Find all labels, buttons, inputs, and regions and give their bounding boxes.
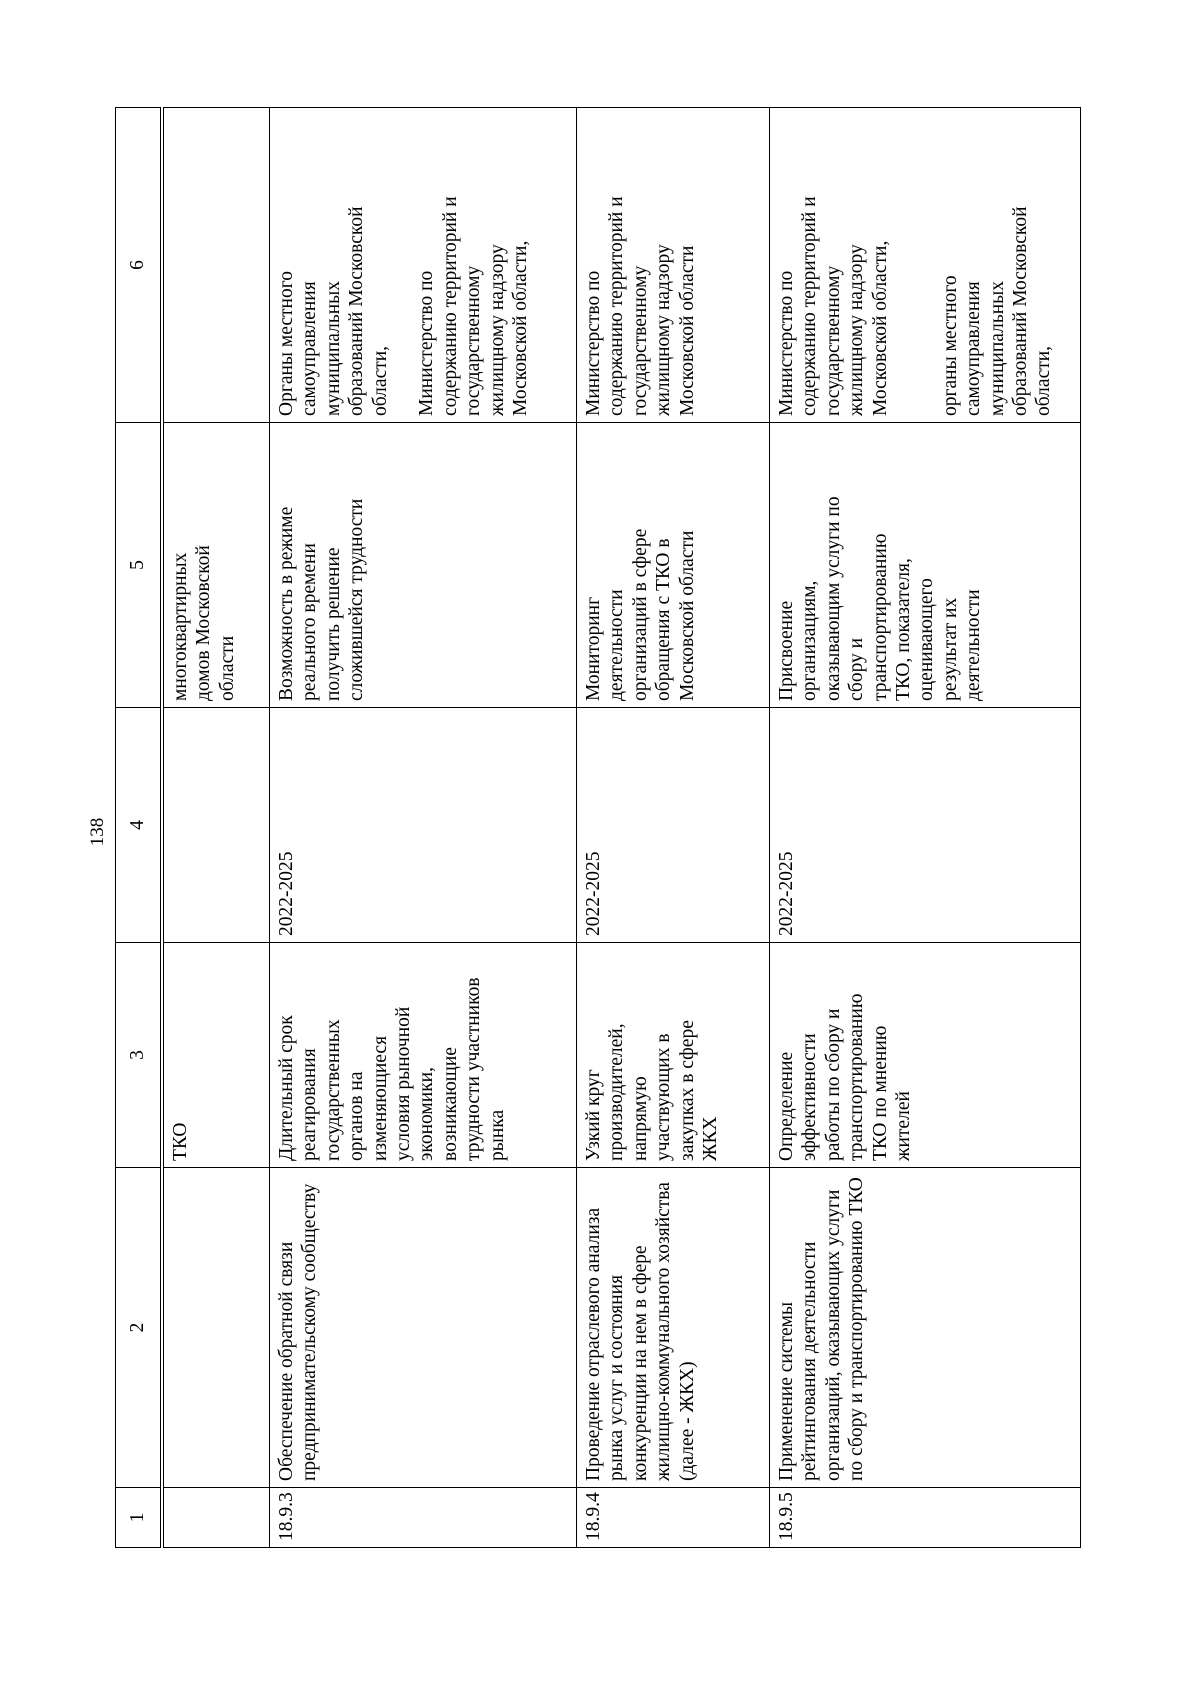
- row-responsible: Министерство по содержанию территорий и государственному жилищному надзору Московской области: [577, 108, 770, 423]
- document-table-rotated: [115, 108, 1105, 1548]
- row-problem: Определение эффективности работы по сбору и транспортированию ТКО по мнению жителей: [770, 943, 1081, 1168]
- header-row: [116, 108, 163, 1548]
- cont-cell-5: многоквартирных домов Московской области: [162, 423, 270, 708]
- table-row: [770, 108, 1081, 1548]
- table-row: [577, 108, 770, 1548]
- table-row: [270, 108, 577, 1548]
- row-result: Присвоение организациям, оказывающим услуги по сбору и транспортированию ТКО, показателя, оценивающего результат их деятельности: [770, 423, 1081, 708]
- cont-cell-4: [162, 708, 270, 943]
- page-number: 138: [87, 817, 108, 847]
- cont-cell-1: [162, 1488, 270, 1548]
- row-result: Мониторинг деятельности организаций в сфере обращения с ТКО в Московской области: [577, 423, 770, 708]
- row-period: 2022-2025: [270, 708, 577, 943]
- row-period: 2022-2025: [770, 708, 1081, 943]
- header-col-1: 1: [116, 1488, 163, 1548]
- header-col-4: 4: [116, 708, 163, 943]
- row-id: 18.9.4: [577, 1488, 770, 1548]
- row-id: 18.9.3: [270, 1488, 577, 1548]
- row-measure: Проведение отраслевого анализа рынка услуг и состояния конкуренции на нем в сфере жилищно-коммунального хозяйства (далее - ЖКХ): [577, 1168, 770, 1488]
- header-col-2: 2: [116, 1168, 163, 1488]
- cont-cell-6: [162, 108, 270, 423]
- row-result: Возможность в режиме реального времени получить решение сложившейся трудности: [270, 423, 577, 708]
- row-measure: Применение системы рейтингования деятельности организаций, оказывающих услуги по сбору и транспортированию ТКО: [770, 1168, 1081, 1488]
- cont-cell-2: [162, 1168, 270, 1488]
- row-responsible: Органы местного самоуправления муниципальных образований Московской области, Министерство по содержанию территорий и государственному жилищному надзору Московской области,: [270, 108, 577, 423]
- continuation-row: [162, 108, 270, 1548]
- header-col-6: 6: [116, 108, 163, 423]
- row-problem: Длительный срок реагирования государственных органов на изменяющиеся условия рыночной экономики, возникающие трудности участников рынка: [270, 943, 577, 1168]
- header-col-3: 3: [116, 943, 163, 1168]
- header-col-5: 5: [116, 423, 163, 708]
- measures-table: [115, 107, 1081, 1548]
- row-problem: Узкий круг производителей, напрямую участвующих в закупках в сфере ЖКХ: [577, 943, 770, 1168]
- row-period: 2022-2025: [577, 708, 770, 943]
- row-id: 18.9.5: [770, 1488, 1081, 1548]
- row-measure: Обеспечение обратной связи предпринимательскому сообществу: [270, 1168, 577, 1488]
- cont-cell-3: ТКО: [162, 943, 270, 1168]
- row-responsible: Министерство по содержанию территорий и государственному жилищному надзору Московской области, органы местного самоуправления муниципальных образований Московской области,: [770, 108, 1081, 423]
